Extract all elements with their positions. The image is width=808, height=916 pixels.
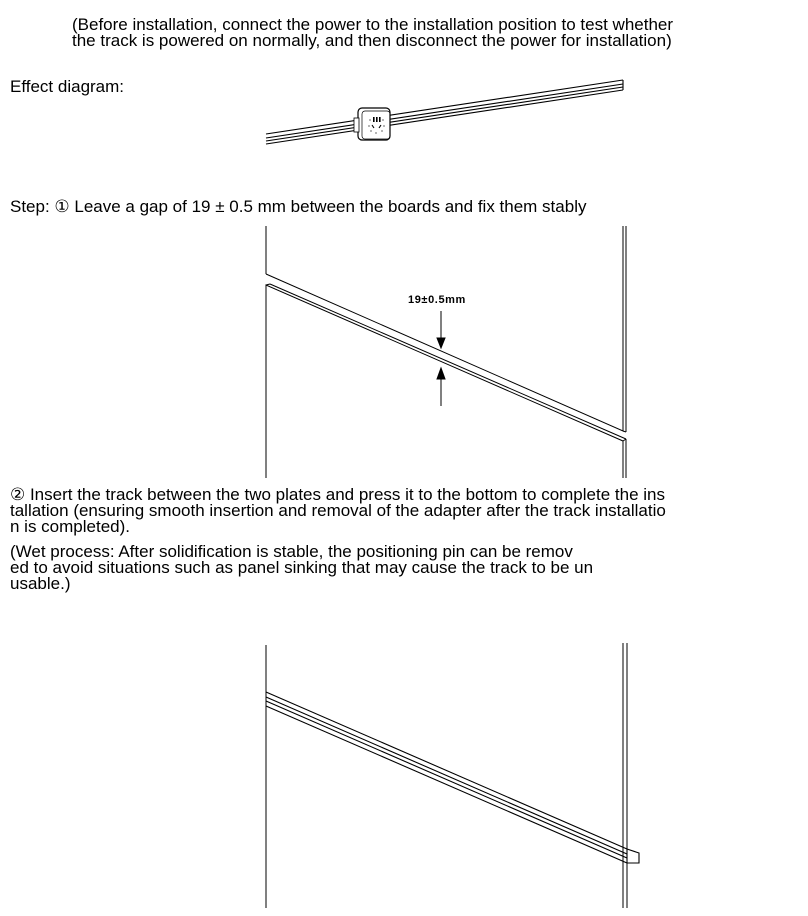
intro-line-2: the track is powered on normally, and then disconnect the power for installation) xyxy=(72,31,672,50)
lower-board xyxy=(266,284,626,478)
boards-gap-diagram xyxy=(266,226,626,478)
step-1-text: Step: ① Leave a gap of 19 ± 0.5 mm between the boards and fix them stably xyxy=(10,197,587,216)
upper-board xyxy=(266,226,626,432)
wet-note-line-1: (Wet process: After solidification is stable, the positioning pin can be remov xyxy=(10,542,573,561)
right-plate xyxy=(623,643,627,908)
gap-dimension-label: 19±0.5mm xyxy=(408,294,466,306)
step-2-line-1: ② Insert the track between the two plates and press it to the bottom to complete the ins xyxy=(10,485,665,504)
wet-note-line-3: usable.) xyxy=(10,574,71,593)
effect-diagram-label: Effect diagram: xyxy=(10,77,125,96)
step-2-line-3: n is completed). xyxy=(10,517,130,536)
intro-line-1: (Before installation, connect the power to the installation position to test whether xyxy=(72,15,674,34)
track-inserted-diagram xyxy=(266,643,639,908)
effect-track xyxy=(266,80,623,144)
inserted-track xyxy=(266,692,639,863)
track-adapter xyxy=(354,108,390,140)
wet-note-line-2: ed to avoid situations such as panel sinking that may cause the track to be un xyxy=(10,558,594,577)
step-2-line-2: tallation (ensuring smooth insertion and removal of the adapter after the track installatio xyxy=(10,501,666,520)
